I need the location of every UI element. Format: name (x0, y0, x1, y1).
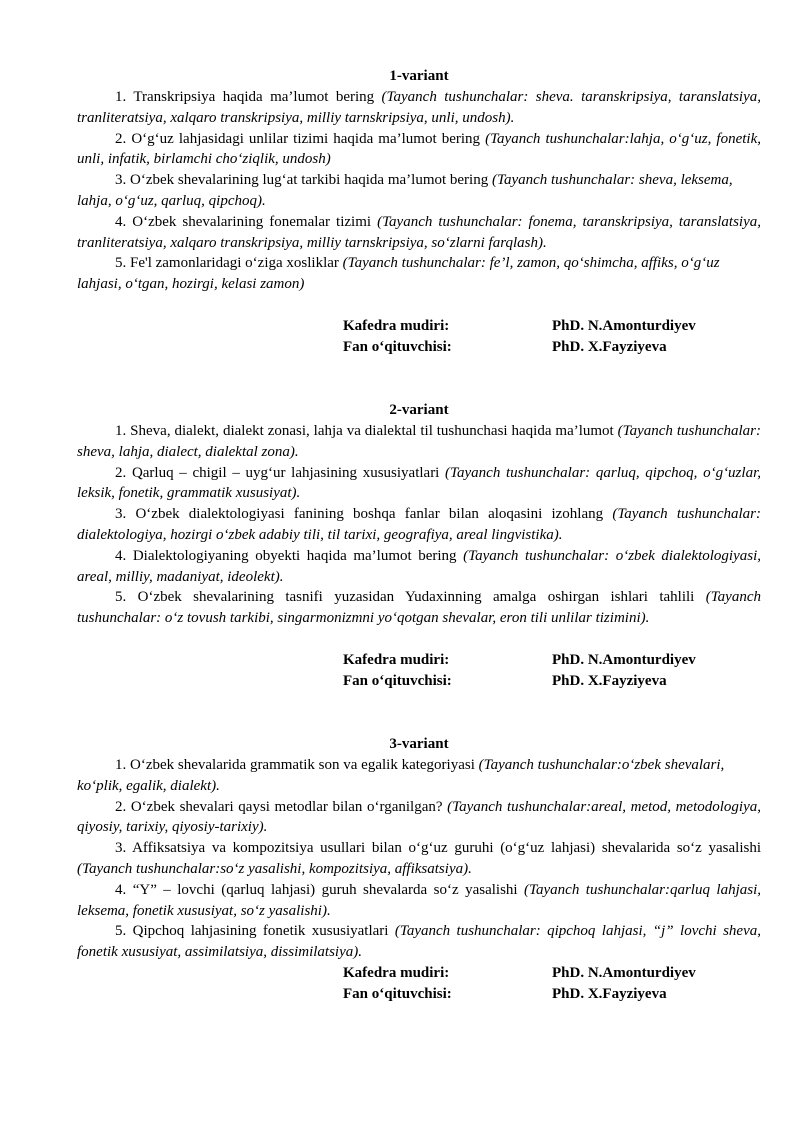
question-text: 4. “Y” – lovchi (qarluq lahjasi) guruh shevalarda so‘z yasalishi (115, 881, 525, 898)
question-text: 3. O‘zbek dialektologiyasi fanining boshqa fanlar bilan aloqasini izohlang (115, 506, 613, 523)
question-terms: (Tayanch tushunchalar: sheva, leksema, lahja, o‘g‘uz, qarluq, qipchoq). (77, 172, 733, 209)
teacher-role: Fan o‘qituvchisi: (343, 985, 452, 1002)
head-name: PhD. N.Amonturdiyev (552, 317, 696, 334)
question-text: 4. Dialektologiyaning obyekti haqida ma’lumot bering (115, 547, 464, 564)
question-text: 3. Affiksatsiya va kompozitsiya usullari bilan o‘g‘uz guruhi (o‘g‘uz lahjasi) shevalarida so‘z yasalishi (115, 840, 761, 857)
variant-title: 1-variant (389, 68, 449, 84)
head-role: Kafedra mudiri: (343, 651, 450, 668)
teacher-name: PhD. X.Fayziyeva (552, 338, 667, 355)
head-name: PhD. N.Amonturdiyev (552, 651, 696, 668)
question-item (77, 253, 761, 295)
question-item (77, 755, 761, 797)
question-item (77, 921, 761, 963)
question-text: 1. Sheva, dialekt, dialekt zonasi, lahja va dialektal til tushunchasi haqida ma’lumot (115, 422, 618, 439)
question-item (77, 880, 761, 922)
question-item (77, 546, 761, 588)
question-text: 5. Qipchoq lahjasining fonetik xususiyatlari (115, 923, 395, 940)
question-terms: (Tayanch tushunchalar:qarluq lahjasi, leksema, fonetik xususiyat, so‘z yasalishi). (77, 881, 761, 919)
question-item (77, 838, 761, 880)
question-item (77, 587, 761, 629)
question-text: 1. Transkripsiya haqida ma’lumot bering (115, 89, 382, 105)
question-item (77, 504, 761, 546)
teacher-name: PhD. X.Fayziyeva (552, 985, 667, 1002)
question-text: 5. Fe'l zamonlaridagi o‘ziga xosliklar (115, 255, 343, 272)
question-item (77, 797, 761, 839)
variant-title: 3-variant (389, 735, 449, 752)
question-item (77, 170, 761, 212)
question-terms: (Tayanch tushunchalar: fe’l, zamon, qo‘shimcha, affiks, o‘g‘uz lahjasi, o‘tgan, hozirgi, kelasi zamon) (77, 255, 720, 293)
head-role: Kafedra mudiri: (343, 317, 450, 334)
teacher-role: Fan o‘qituvchisi: (343, 672, 452, 689)
question-terms: (Tayanch tushunchalar:areal, metod, metodologiya, qiyosiy, tarixiy, qiyosiy-tarixiy). (77, 798, 762, 836)
question-item (77, 463, 761, 505)
variant-title: 2-variant (389, 401, 449, 418)
question-terms: (Tayanch tushunchalar: o‘z tovush tarkibi, singarmonizmni yo‘qotgan shevalar, eron tili unlilar tizimini). (77, 589, 761, 627)
question-text: 2. O‘zbek shevalari qaysi metodlar bilan o‘rganilgan? (115, 798, 448, 815)
question-text: 2. Qarluq – chigil – uyg‘ur lahjasining xususiyatlari (115, 464, 446, 481)
question-terms: (Tayanch tushunchalar: sheva, lahja, dialect, dialektal zona). (77, 422, 761, 460)
teacher-name: PhD. X.Fayziyeva (552, 672, 667, 689)
question-terms: (Tayanch tushunchalar:o‘zbek shevalari, ko‘plik, egalik, dialekt). (77, 756, 725, 794)
teacher-role: Fan o‘qituvchisi: (343, 338, 452, 355)
document-content (77, 66, 761, 1005)
question-terms: (Tayanch tushunchalar: dialektologiya, hozirgi o‘zbek adabiy tili, til tarixi, geografiya, areal lingvistika). (77, 506, 761, 543)
question-terms: (Tayanch tushunchalar: sheva. taranskripsiya, taranslatsiya, tranliteratsiya, xalqaro transkripsiya, milliy tarnskripsiya, unli, undosh). (77, 89, 761, 126)
question-terms: (Tayanch tushunchalar: o‘zbek dialektologiyasi, areal, milliy, madaniyat, ideolekt). (77, 547, 761, 585)
question-terms: (Tayanch tushunchalar:lahja, o‘g‘uz, fonetik, unli, infatik, birlamchi cho‘ziqlik, undosh) (77, 130, 761, 168)
question-text: 1. O‘zbek shevalarida grammatik son va egalik kategoriyasi (115, 756, 479, 773)
question-terms: (Tayanch tushunchalar: qarluq, qipchoq, o‘g‘uzlar, leksik, fonetik, grammatik xususiyat). (77, 464, 761, 502)
signature-block (77, 650, 761, 692)
question-terms: (Tayanch tushunchalar:so‘z yasalishi, kompozitsiya, affiksatsiya). (77, 860, 472, 877)
question-text: 2. O‘g‘uz lahjasidagi unlilar tizimi haqida ma’lumot bering (115, 130, 486, 147)
variant-section (77, 66, 761, 295)
signature-block (77, 316, 761, 358)
question-item (77, 129, 761, 171)
question-item (77, 421, 761, 463)
head-name: PhD. N.Amonturdiyev (552, 964, 696, 981)
question-text: 5. O‘zbek shevalarining tasnifi yuzasidan Yudaxinning amalga oshirgan ishlari tahlili (115, 589, 706, 606)
question-text: 3. O‘zbek shevalarining lug‘at tarkibi haqida ma’lumot bering (115, 172, 492, 189)
question-item (77, 87, 761, 129)
question-terms: (Tayanch tushunchalar: qipchoq lahjasi, “j” lovchi sheva, fonetik xususiyat, assimilatsiya, dissimilatsiya). (77, 923, 761, 961)
question-item (77, 212, 761, 254)
head-role: Kafedra mudiri: (343, 964, 450, 981)
variant-section (77, 734, 761, 963)
question-text: 4. O‘zbek shevalarining fonemalar tizimi (115, 213, 378, 230)
signature-block (77, 963, 761, 1005)
question-terms: (Tayanch tushunchalar: fonema, taranskripsiya, taranslatsiya, tranliteratsiya, xalqaro transkripsiya, milliy tarnskripsiya, so‘zlarni farqlash). (77, 213, 761, 251)
variant-section (77, 400, 761, 629)
